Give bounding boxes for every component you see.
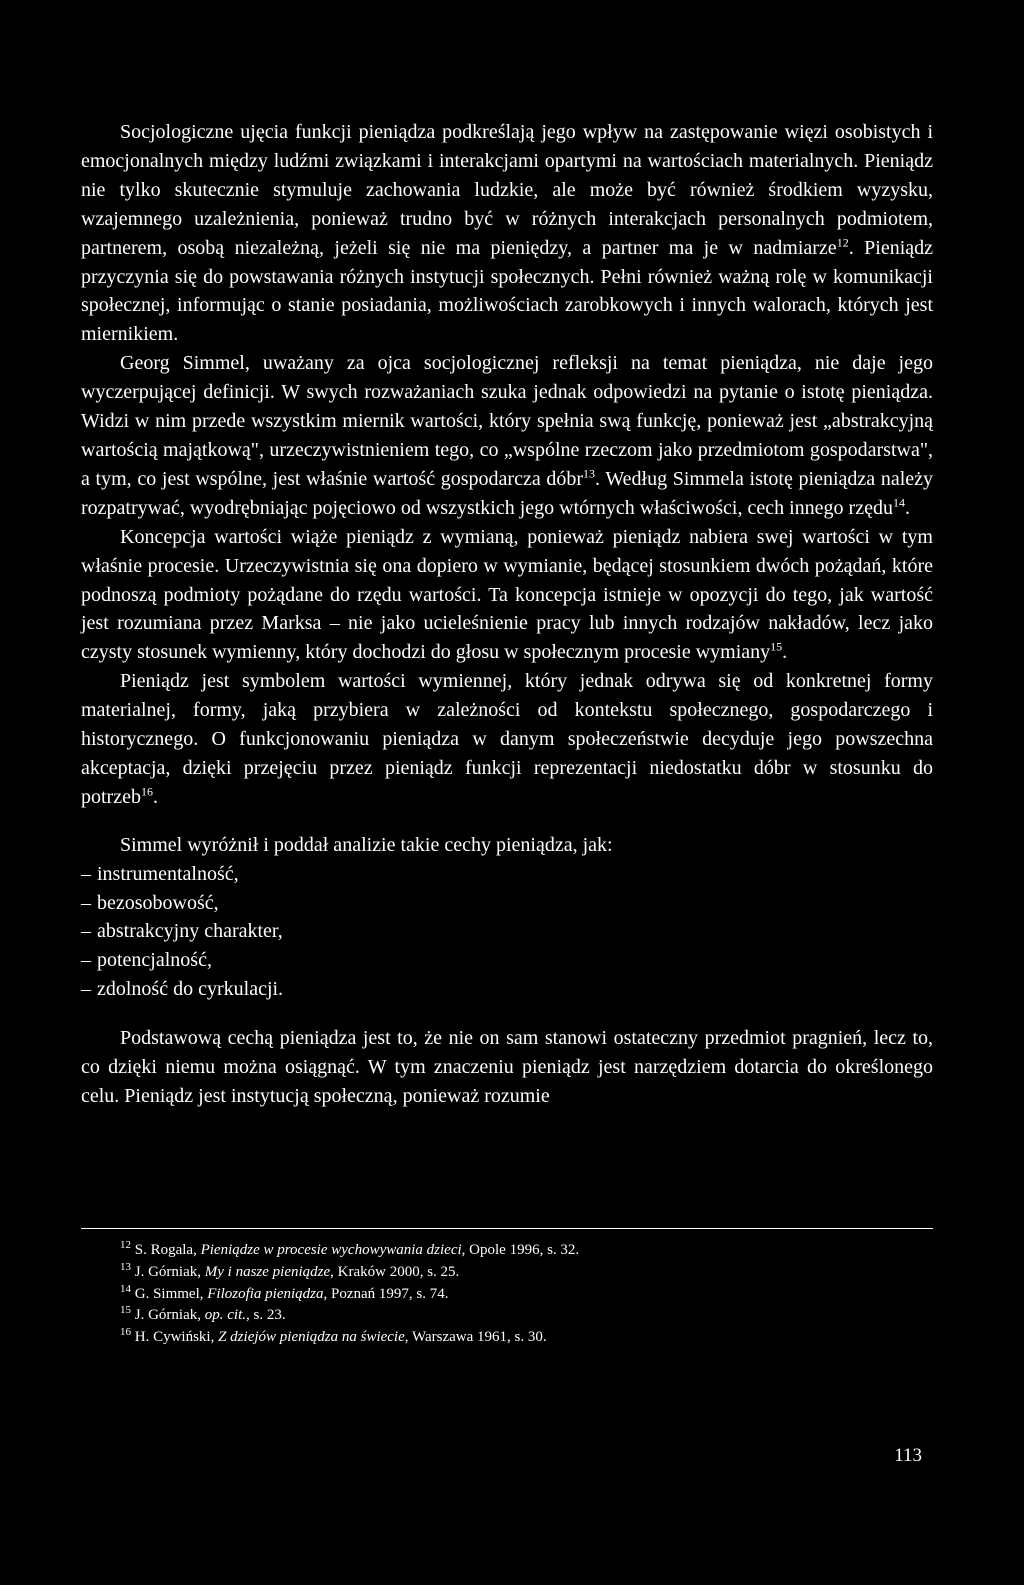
paragraph-1: Socjologiczne ujęcia funkcji pieniądza podkreślają jego wpływ na zastępowanie więzi osobistych i emocjonalnych między ludźmi związkami i interakcjami opartymi na wartościach materialnych. Pieniądz nie tylko skutecznie stymuluje zachowania ludzkie, ale może być również środkiem wyzysku, wzajemnego uzależnienia, ponieważ trudno być w różnych interakcjach personalnych podmiotem, partnerem, osobą niezależną, jeżeli się nie ma pieniędzy, a partner ma je w nadmiarze$^{12}$. Pieniądz przyczynia się do powstawania różnych instytucji społecznych. Pełni również ważną rolę w komunikacji społecznej, informując o stanie posiadania, możliwościach zarobkowych i innych walorach, których jest miernikiem.: [81, 121, 934, 346]
paragraph-3: Koncepcja wartości wiąże pieniądz z wymianą, ponieważ pieniądz nabiera swej wartości w tym właśnie procesie. Urzeczywistnia się ona dopiero w wymianie, będącej stosunkiem dwóch pożądań, które podnoszą podmioty pożądane do rzędu wartości. Ta koncepcja istnieje w opozycji do tego, jak wartość jest rozumiana przez Marksa – nie jako ucieleśnienie pracy lub innych rodzajów nakładów, lecz jako czysty stosunek wymienny, który dochodzi do głosu w społecznym procesie wymiany$^{15}$.: [81, 525, 933, 664]
footnotes: [120, 1240, 933, 1349]
footnote-ref-12: 12: [836, 234, 849, 249]
list-item: – bezosobowość,: [81, 891, 219, 914]
footnote-separator: [81, 1228, 933, 1229]
body-text: [81, 118, 933, 1111]
page-number: 113: [894, 1445, 922, 1466]
paragraph-6: Podstawową cechą pieniądza jest to, że nie on sam stanowi ostateczny przedmiot pragnień, lecz to, co dzięki niemu można osiągnąć. W tym znaczeniu pieniądz jest narzędziem dotarcia do określonego celu. Pieniądz jest instytucją społeczną, ponieważ rozumie: [81, 1027, 933, 1107]
list-dash: –: [81, 891, 91, 914]
list-dash: –: [81, 920, 91, 943]
list-dash: –: [81, 949, 91, 972]
footnote: $^{13}$ J. Górniak, My i nasze pieniądze, Kraków 2000, s. 25.: [120, 1260, 460, 1280]
footnote-ref-13: 13: [583, 466, 596, 481]
feature-list: [81, 860, 933, 1005]
paragraph-5-list-intro: Simmel wyróżnił i poddał analizie takie cechy pieniądza, jak:: [120, 833, 613, 856]
list-item: – instrumentalność,: [81, 862, 239, 885]
footnote: $^{12}$ S. Rogala, Pieniądze w procesie wychowywania dzieci, Opole 1996, s. 32.: [120, 1239, 580, 1258]
footnote-ref-16: 16: [140, 784, 153, 799]
footnote-ref-14: 14: [892, 495, 905, 510]
list-item: – potencjalność,: [81, 949, 212, 972]
footnote: $^{14}$ G. Simmel, Filozofia pieniądza, Poznań 1997, s. 74.: [120, 1282, 449, 1302]
list-dash: –: [81, 862, 91, 885]
paragraph-4: Pieniądz jest symbolem wartości wymiennej, który jednak odrywa się od konkretnej formy materialnej, formy, jaką przybiera w zależności od kontekstu społecznego, gospodarczego i historycznego. O funkcjonowaniu pieniądza w danym społeczeństwie decyduje jego powszechna akceptacja, dzięki przejęciu przez pieniądz funkcji reprezentacji niedostatku dóbr w stosunku do potrzeb$^{16}$.: [81, 670, 933, 808]
list-item: – abstrakcyjny charakter,: [81, 920, 283, 943]
list-item: – zdolność do cyrkulacji.: [81, 978, 284, 1001]
footnote: $^{15}$ J. Górniak, op. cit., s. 23.: [120, 1304, 286, 1324]
footnote: $^{16}$ H. Cywiński, Z dziejów pieniądza na świecie, Warszawa 1961, s. 30.: [120, 1326, 547, 1346]
footnote-ref-15: 15: [770, 639, 783, 654]
paragraph-2: Georg Simmel, uważany za ojca socjologicznej refleksji na temat pieniądza, nie daje jego wyczerpującej definicji. W swych rozważaniach szuka jednak odpowiedzi na pytanie o istotę pieniądza. Widzi w nim przede wszystkim miernik wartości, który spełnia swą funkcję, ponieważ jest „abstrakcyjną wartością majątkową", urzeczywistnieniem tego, co „wspólne rzeczom jako przedmiotom gospodarstwa", a tym, co jest wspólne, jest właśnie wartość gospodarcza dóbr$^{13}$. Według Simmela istotę pieniądza należy rozpatrywać, wyodrębniając pojęciowo od wszystkich jego wtórnych właściwości, cech innego rzędu$^{14}$.: [81, 352, 934, 519]
list-dash: –: [81, 978, 91, 1001]
